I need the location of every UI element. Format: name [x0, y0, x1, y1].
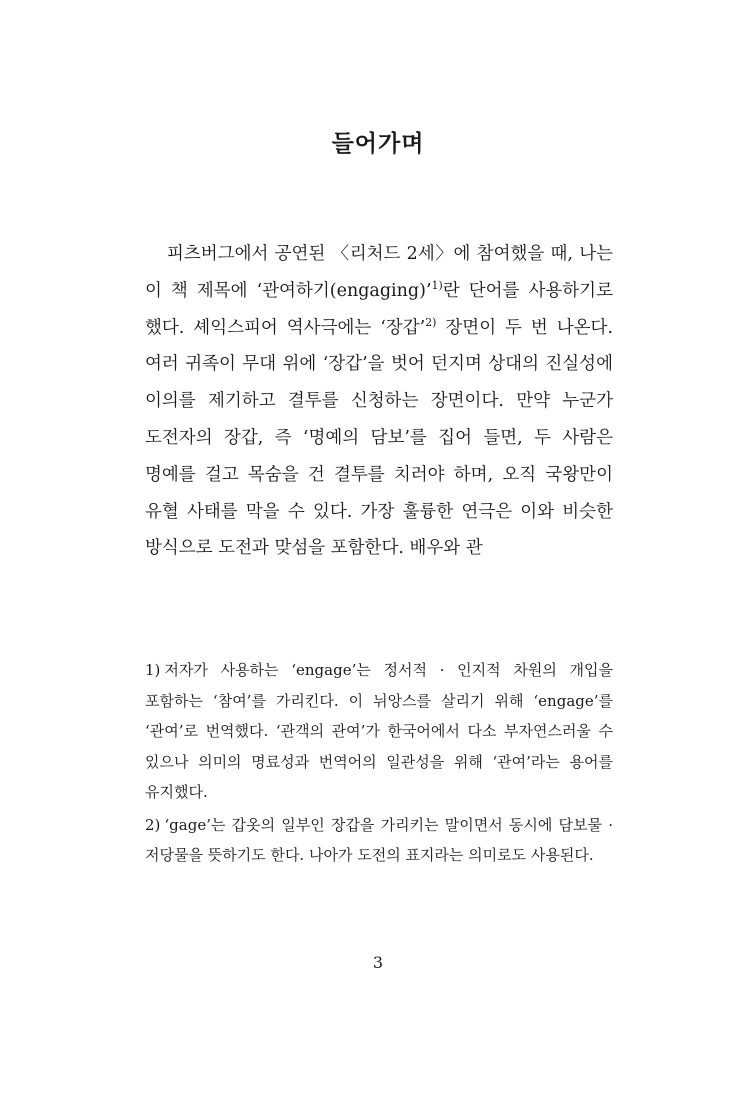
footnote-1-text: 저자가 사용하는 ‘engage’는 정서적 · 인지적 차원의 개입을 포함하는 ‘참여’를 가리킨다. 이 뉘앙스를 살리기 위해 ‘engage’를 ‘관여’로 번역했다. ‘관객의 관여’가 한국어에서 다소 부자연스러울 수 있으나 의미의 명료성과 번역어의 일관성을 위해 ‘관여’라는 용어를 유지했다. [145, 661, 613, 801]
footnote-2-text: ‘gage’는 갑옷의 일부인 장갑을 가리키는 말이면서 동시에 담보물 · 저당물을 뜻하기도 한다. 나아가 도전의 표지라는 의미로도 사용된다. [145, 815, 613, 864]
body-text-part-2: 란 단어를 사용하기로 했다. 셰익스피어 역사극에는 ‘장갑’ [145, 280, 613, 338]
page-number: 3 [372, 953, 384, 972]
footnote-1 [145, 655, 613, 808]
body-paragraph [145, 236, 613, 567]
footnote-1-number: 1) [145, 661, 161, 679]
footnote-2-number: 2) [145, 815, 161, 834]
footnote-2 [145, 810, 613, 871]
footnote-ref-2: 2) [425, 315, 437, 329]
chapter-title: 들어가며 [331, 130, 425, 157]
body-text-part-3: 장면이 두 번 나온다. 여러 귀족이 무대 위에 ‘장갑’을 벗어 던지며 상대의 진실성에 이의를 제기하고 결투를 신청하는 장면이다. 만약 누군가 도전자의 장갑, 즉 ‘명예의 담보’를 집어 들면, 두 사람은 명예를 걸고 목숨을 건 결투를 치러야 하며, 오직 국왕만이 유혈 사태를 막을 수 있다. 가장 훌륭한 연극은 이와 비슷한 방식으로 도전과 맞섬을 포함한다. 배우와 관 [145, 317, 614, 559]
footnotes-section [145, 655, 613, 873]
body-text-part-1: 피츠버그에서 공연된 〈리처드 2세〉에 참여했을 때, 나는 이 책 제목에 ‘관여하기(engaging)’ [145, 244, 613, 301]
footnote-ref-1: 1) [431, 278, 443, 292]
